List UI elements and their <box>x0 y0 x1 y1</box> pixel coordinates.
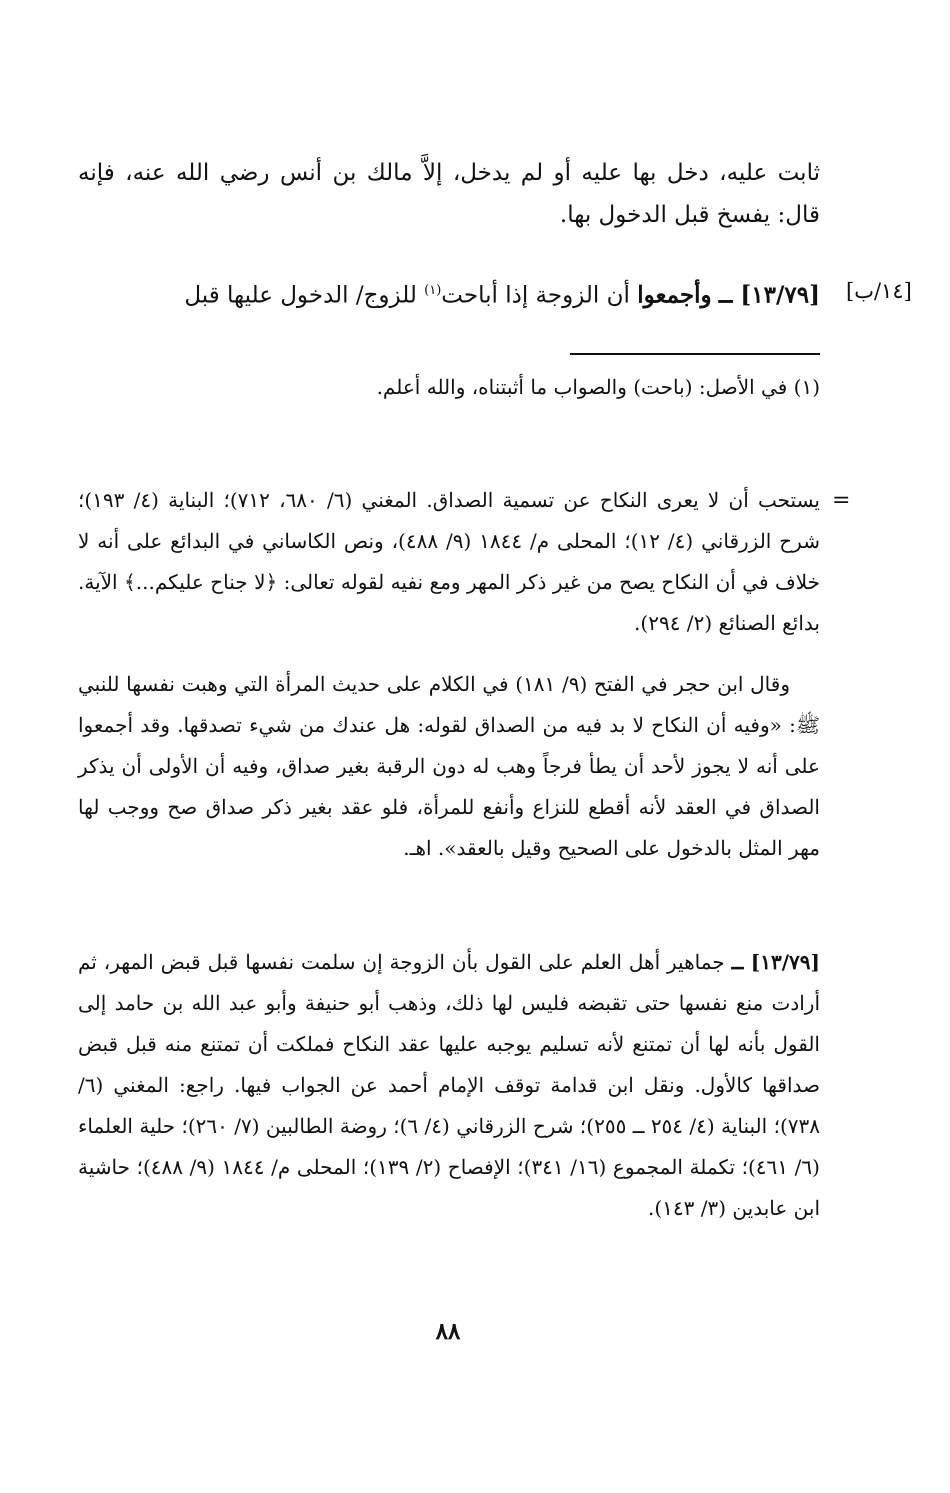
issue-number: [١٣/٧٩] ــ <box>718 281 820 309</box>
commentary-paragraph-1: يستحب أن لا يعرى النكاح عن تسمية الصداق. المغني (٦/ ٦٨٠، ٧١٢)؛ البناية (٤/ ١٩٣)؛ شرح الزرقاني (٤/ ١٢)؛ المحلى م/ ١٨٤٤ (٩/ ٤٨٨)، ونص الكاساني في البدائع على أنه لا خلاف في أن النكاح يصح من غير ذكر المهر ومع نفيه لقوله تعالى: ﴿لا جناح عليكم...﴾ الآية. بدائع الصنائع (٢/ ٢٩٤). <box>78 488 820 635</box>
main-paragraph-1: ثابت عليه، دخل بها عليه أو لم يدخل، إلاَّ مالك بن أنس رضي الله عنه، فإنه قال: يفسخ قبل الدخول بها. <box>78 160 820 228</box>
footnote-marker: (١) <box>424 283 442 298</box>
main-paragraph-2 <box>78 270 820 317</box>
consensus-keyword: وأجمعوا <box>637 281 712 309</box>
commentary-paragraph-3-text: جماهير أهل العلم على القول بأن الزوجة إن سلمت نفسها قبل قبض المهر، ثم أرادت منع نفسها حتى تقبضه فليس لها ذلك، وذهب أبو حنيفة وأبو عبد الله بن حامد إلى القول بأنه لها أن تمتنع لأنه تسليم يوجبه عليها عقد النكاح فملكت أن تمتنع منه قبل قبض صداقها كالأول. ونقل ابن قدامة توقف الإمام أحمد عن الجواب فيها. راجع: المغني (٦/ ٧٣٨)؛ البناية (٤/ ٢٥٤ ــ ٢٥٥)؛ شرح الزرقاني (٤/ ٦)؛ روضة الطالبين (٧/ ٢٦٠)؛ حلية العلماء (٦/ ٤٦١)؛ تكملة المجموع (١٦/ ٣٤١)؛ الإفصاح (٢/ ١٣٩)؛ المحلى م/ ١٨٤٤ (٩/ ٤٨٨)؛ حاشية ابن عابدين (٣/ ١٤٣). <box>78 950 820 1220</box>
footnote-1: (١) في الأصل: (باحت) والصواب ما أثبتناه، والله أعلم. <box>376 375 820 399</box>
page-number: ٨٨ <box>435 1318 461 1345</box>
commentary-paragraph-2: وقال ابن حجر في الفتح (٩/ ١٨١) في الكلام على حديث المرأة التي وهبت نفسها للنبي ﷺ: «وفيه أن النكاح لا بد فيه من الصداق لقوله: هل عندك من شيء تصدقها. وقد أجمعوا على أنه لا يجوز لأحد أن يطأ فرجاً وهب له دون الرقبة بغير صداق، وفيه أن الأولى أن يذكر الصداق في العقد لأنه أقطع للنزاع وأنفع للمرأة، فلو عقد بغير ذكر صداق صح ووجب لها مهر المثل بالدخول على الصحيح وقيل بالعقد». اهـ. <box>78 672 820 860</box>
margin-folio-ref: [١٤/ب] <box>846 279 912 303</box>
continuation-mark: = <box>832 488 851 513</box>
main-paragraph-2-rest: للزوج/ الدخول عليها قبل <box>184 282 417 309</box>
commentary-paragraph-3 <box>78 942 820 1229</box>
main-paragraph-2-text: أن الزوجة إذا أباحت <box>441 282 630 309</box>
commentary-issue-number: [١٣/٧٩] ــ <box>731 950 821 974</box>
footnote-separator <box>570 353 820 355</box>
